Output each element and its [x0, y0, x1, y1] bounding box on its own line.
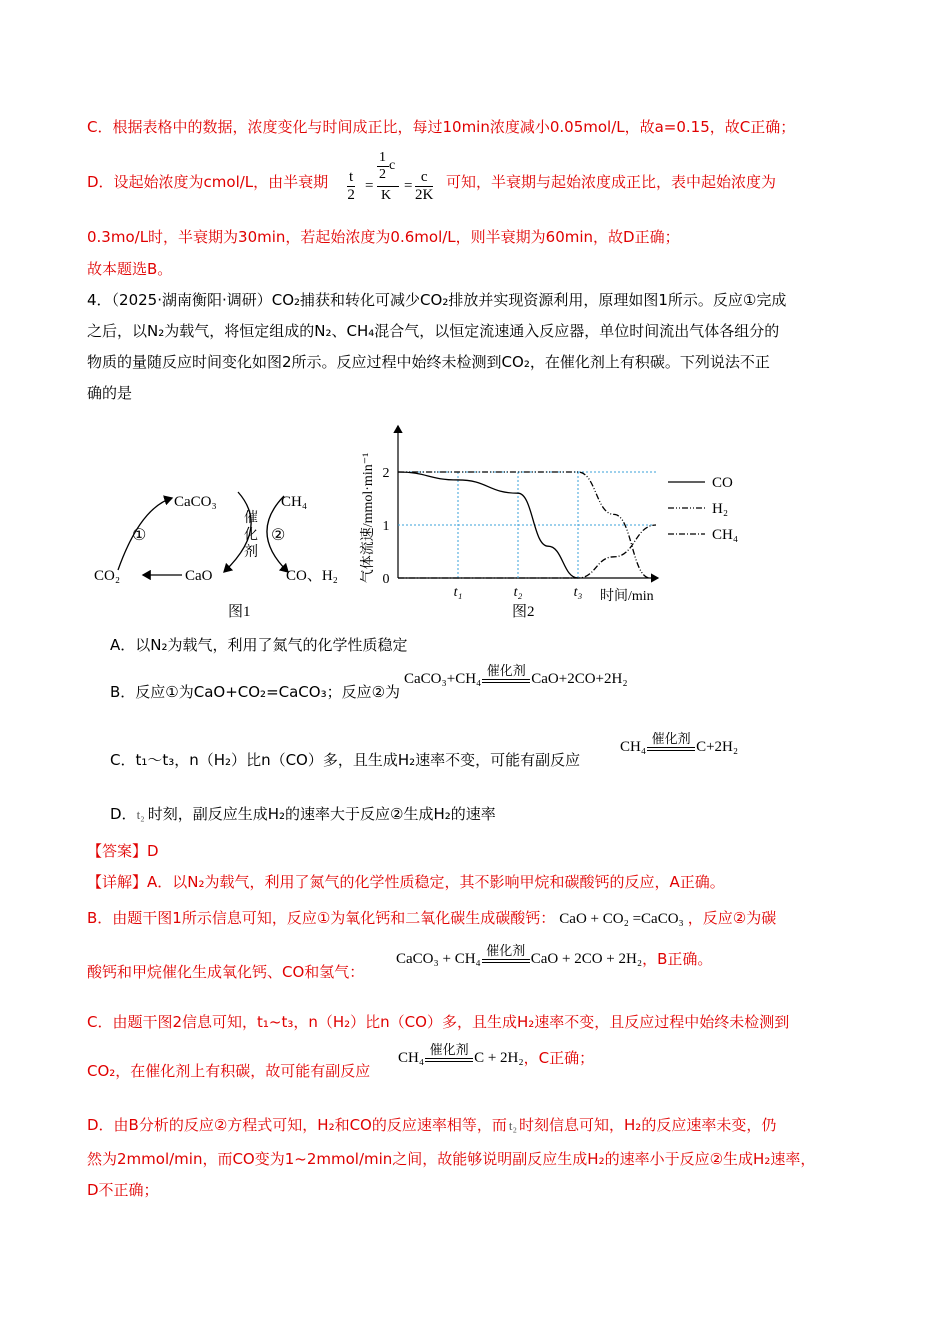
figure-1-cycle — [88, 478, 368, 623]
fraction-c-over-2k: $\frac{c}{2K}$ — [415, 169, 434, 203]
detail-b2-equation: CaCO₃ + CH₄ 催化剂 CaO + 2CO + 2H₂，B正确。 — [396, 944, 713, 968]
answer: 【答案】D — [87, 842, 159, 860]
caco3-label: CaCO₃ — [174, 494, 217, 510]
detail-b1: B．由题干图1所示信息可知，反应①为氧化钙和二氧化碳生成碳酸钙： CaO + CO₂ =CaCO₃ ，反应②为碳 — [87, 909, 777, 927]
option-c: C．t₁～t₃，n（H₂）比n（CO）多，且生成H₂速率不变，可能有副反应 — [110, 751, 581, 769]
option-b-equation: CaCO₃+CH₄ 催化剂 CaO+2CO+2H₂ — [404, 664, 628, 687]
figure-2-caption: 图2 — [512, 604, 535, 620]
q4-line4: 确的是 — [87, 384, 133, 402]
x-tick-t1: t₁ — [453, 585, 463, 600]
legend-h2: H₂ — [712, 501, 729, 517]
option-c-equation: CH₄ 催化剂 C+2H₂ — [620, 732, 739, 755]
detail-c2: CO₂，在催化剂上有积碳，故可能有副反应 — [87, 1062, 371, 1080]
ch4-label: CH₄ — [281, 494, 308, 510]
q4-line1: 4．（2025·湖南衡阳·调研）CO₂捕获和转化可减少CO₂排放并实现资源利用，原理如图1所示。反应①完成 — [87, 291, 787, 309]
catalyst-char-2: 化 — [244, 528, 258, 543]
catalyst-char-1: 催 — [244, 511, 258, 526]
option-b: B．反应①为CaO+CO₂=CaCO₃；反应②为 — [110, 683, 401, 701]
figure-2-chart — [350, 418, 750, 623]
detail-a: 【详解】A．以N₂为载气，利用了氮气的化学性质稳定，其不影响甲烷和碳酸钙的反应，A正确。 — [87, 873, 725, 891]
legend-ch4: CH₄ — [712, 527, 739, 543]
fraction-t-over-2: $\frac{t}{2}$ — [347, 169, 355, 203]
detail-c2-equation: CH₄ 催化剂 C + 2H₂，C正确； — [398, 1043, 595, 1067]
x-axis-label: 时间/min — [600, 589, 654, 604]
cao-label: CaO — [185, 568, 213, 584]
y-tick-2: 2 — [382, 466, 390, 481]
detail-d2: 然为2mmol/min，而CO变为1~2mmol/min之间，故能够说明副反应生成H₂的速率小于反应②生成H₂速率， — [87, 1150, 816, 1168]
y-tick-1: 1 — [382, 519, 390, 534]
y-tick-0: 0 — [382, 572, 390, 587]
detail-c1: C．由题干图2信息可知，t₁~t₃，n（H₂）比n（CO）多，且生成H₂速率不变，且反应过程中始终未检测到 — [87, 1013, 790, 1031]
reaction-2-marker: ② — [271, 527, 286, 544]
co2-label: CO₂ — [94, 568, 121, 584]
y-axis-label: 气体流速/mmol·min⁻¹ — [361, 452, 376, 584]
half-life-formula: $\frac{t}{2}$ = 1 2 c K = $\frac{c}{2K}$ — [347, 150, 434, 203]
option-a: A．以N₂为载气，利用了氮气的化学性质稳定 — [110, 636, 408, 654]
x-tick-t2: t₂ — [513, 585, 523, 600]
figure-1-caption: 图1 — [228, 604, 251, 620]
series-line-2 — [398, 525, 656, 578]
legend-co: CO — [712, 475, 733, 491]
para-d1-pre: D．设起始浓度为cmol/L，由半衰期 — [87, 173, 329, 191]
q4-line3: 物质的量随反应时间变化如图2所示。反应过程中始终未检测到CO₂，在催化剂上有积碳。下列说法不正 — [87, 353, 770, 371]
q4-line2: 之后，以N₂为载气，将恒定组成的N₂、CH₄混合气，以恒定流速通入反应器，单位时间流出气体各组分的 — [87, 322, 780, 340]
option-d: D．t₂ 时刻，副反应生成H₂的速率大于反应②生成H₂的速率 — [110, 805, 496, 823]
detail-b2: 酸钙和甲烷催化生成氧化钙、CO和氢气： — [87, 963, 365, 981]
catalyst-char-3: 剂 — [244, 545, 258, 560]
para-e: 故本题选B。 — [87, 260, 173, 278]
reaction-1-marker: ① — [132, 527, 147, 544]
para-d2: 0.3mo/L时，半衰期为30min，若起始浓度为0.6mol/L，则半衰期为60min，故D正确； — [87, 228, 680, 246]
para-d1-post: 可知，半衰期与起始浓度成正比，表中起始浓度为 — [446, 173, 777, 191]
para-d1 — [87, 172, 328, 192]
co-h2-label: CO、H₂ — [286, 568, 338, 584]
detail-d1: D．由B分析的反应②方程式可知，H₂和CO的反应速率相等，而 t₂ 时刻信息可知，H₂的反应速率未变，仍 — [87, 1116, 777, 1134]
x-tick-t3: t₃ — [573, 585, 583, 600]
para-c: C．根据表格中的数据，浓度变化与时间成正比，每过10min浓度减小0.05mol/L，故a=0.15，故C正确； — [87, 118, 796, 136]
detail-d3: D不正确； — [87, 1181, 159, 1199]
